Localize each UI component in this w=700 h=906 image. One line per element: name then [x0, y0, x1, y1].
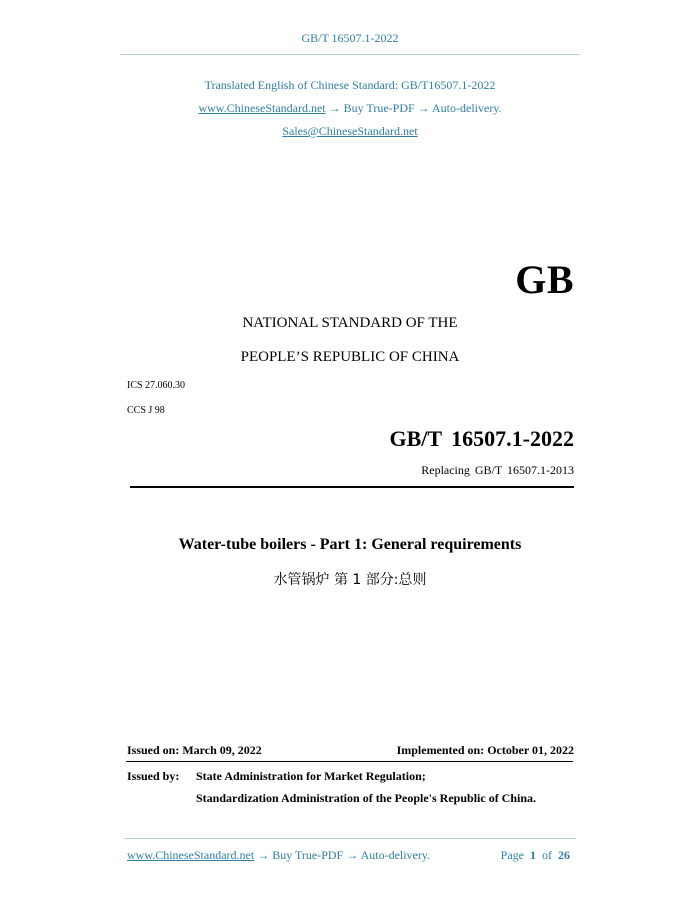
- page-of: of: [542, 848, 552, 862]
- replacing-note: Replacing GB/T 16507.1-2013: [421, 463, 574, 477]
- email-link[interactable]: Sales@ChineseStandard.net: [282, 124, 418, 138]
- ccs-code: CCS J 98: [127, 405, 165, 416]
- page-indicator: [501, 848, 570, 863]
- page-current: 1: [530, 848, 536, 862]
- ics-code: ICS 27.060.30: [127, 380, 186, 391]
- national-standard-line2: PEOPLE’S REPUBLIC OF CHINA: [240, 349, 460, 365]
- footer-site-link[interactable]: www.ChineseStandard.net: [127, 848, 255, 862]
- dates-rule: [126, 761, 573, 762]
- implemented-date: Implemented on: October 01, 2022: [396, 743, 574, 757]
- title-rule: [130, 486, 574, 488]
- email-line: [0, 124, 700, 139]
- running-header: GB/T 16507.1-2022: [301, 31, 399, 45]
- title-english: Water-tube boilers - Part 1: General requirements: [178, 536, 522, 553]
- promo-text: → Buy True-PDF → Auto-delivery.: [325, 101, 502, 115]
- issuer-line2: Standardization Administration of the People's Republic of China.: [196, 791, 537, 805]
- promo-line: [0, 101, 700, 116]
- issued-by-label: Issued by:: [127, 769, 180, 783]
- issued-date: Issued on: March 09, 2022: [127, 743, 262, 757]
- footer-promo-text: → Buy True-PDF → Auto-delivery.: [254, 848, 431, 862]
- gb-logo: GB: [515, 257, 574, 302]
- header-rule: [120, 54, 580, 55]
- page-total: 26: [558, 848, 570, 862]
- footer-promo: [127, 848, 430, 863]
- translation-note: Translated English of Chinese Standard: GB/T16507.1-2022: [204, 78, 496, 92]
- national-standard-line1: NATIONAL STANDARD OF THE: [242, 315, 458, 331]
- site-link[interactable]: www.ChineseStandard.net: [198, 101, 326, 115]
- issuer-line1: State Administration for Market Regulation;: [196, 769, 426, 783]
- title-chinese: 水管锅炉 第 1 部分:总则: [273, 572, 427, 588]
- footer-rule: [124, 838, 576, 839]
- page-label: Page: [500, 848, 524, 862]
- standard-number: GB/T 16507.1-2022: [389, 426, 574, 451]
